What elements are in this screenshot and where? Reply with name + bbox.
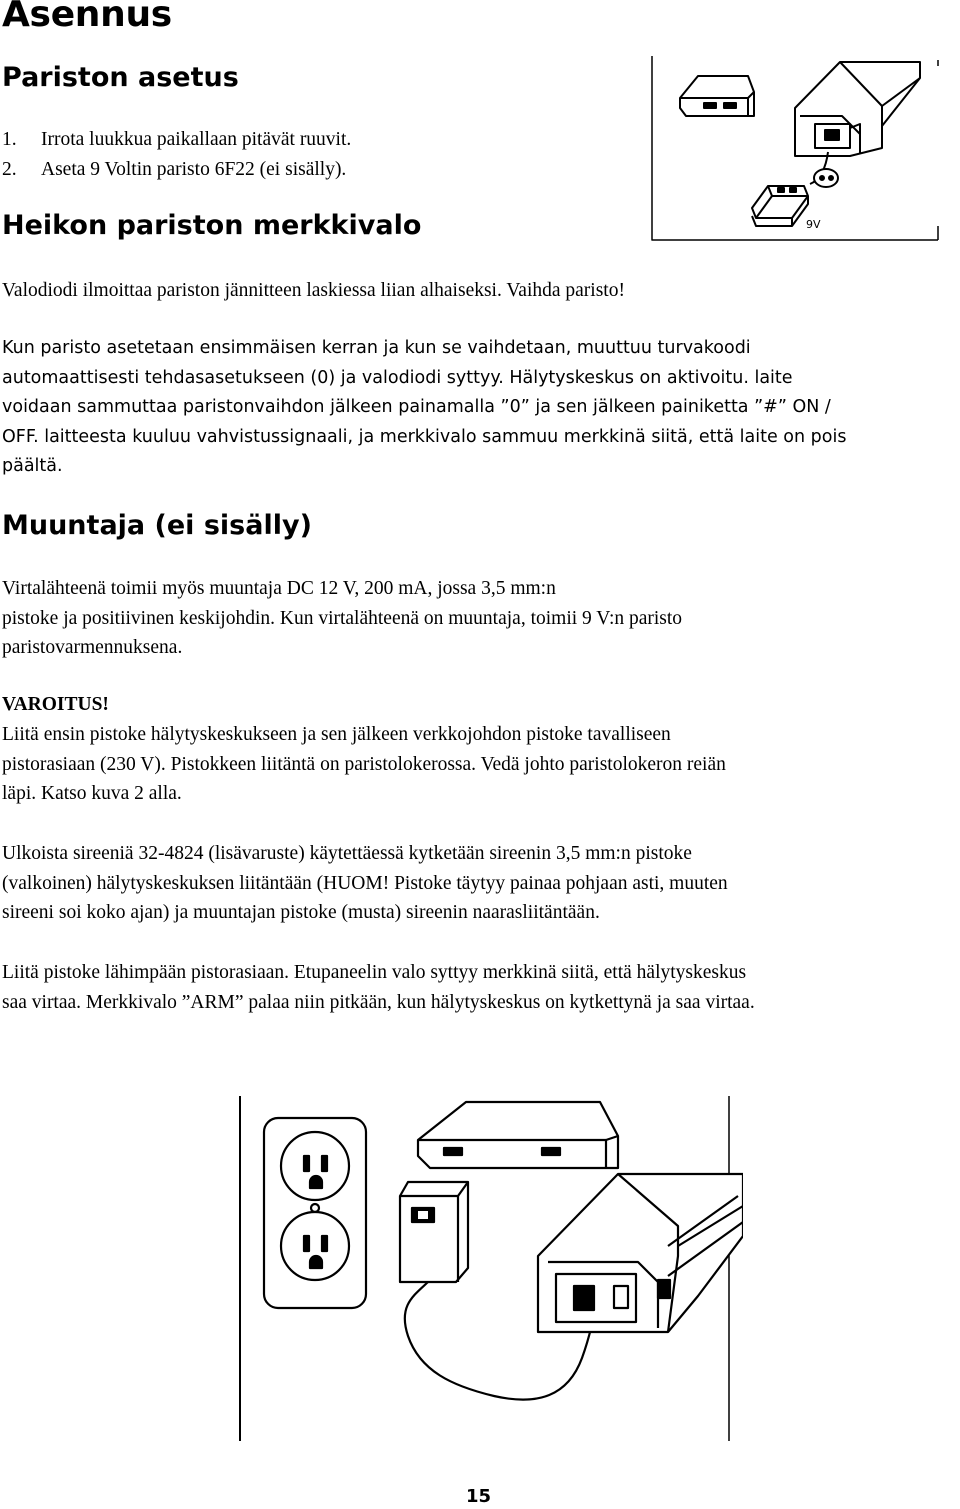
text-line: Kun paristo asetetaan ensimmäisen kerran ja kun se vaihdetaan, muuttuu turvakoodi [2, 338, 751, 358]
battery-illustration [650, 56, 940, 242]
text-line: läpi. Katso kuva 2 alla. [2, 783, 182, 804]
page-title: Asennus [2, 0, 172, 35]
text-line: automaattisesti tehdasasetukseen (0) ja valodiodi syttyy. Hälytyskeskus on aktivoitu. laite [2, 367, 793, 388]
text-line: OFF. laitteesta kuuluu vahvistussignaali, ja merkkivalo sammuu merkkinä siitä, että laite on pois [2, 426, 847, 447]
step-text: Irrota luukkua paikallaan pitävät ruuvit. [41, 129, 352, 150]
text-line: Liitä pistoke lähimpään pistorasiaan. Etupaneelin valo syttyy merkkinä siitä, että hälytyskeskus [2, 962, 747, 983]
heading-adapter: Muuntaja (ei sisälly) [2, 510, 312, 541]
low-battery-paragraph: Valodiodi ilmoittaa pariston jännitteen laskiessa liian alhaiseksi. Vaihda paristo! [2, 280, 625, 301]
text-line: (valkoinen) hälytyskeskuksen liitäntään (HUOM! Pistoke täytyy painaa pohjaan asti, muuten [2, 872, 728, 894]
warning-paragraph [2, 720, 726, 809]
text-line: Liitä ensin pistoke hälytyskeskukseen ja sen jälkeen verkkojohdon pistoke tavalliseen [2, 724, 671, 745]
battery-9v-icon [752, 186, 808, 226]
text-line: pistoke ja positiivinen keskijohdin. Kun virtalähteenä on muuntaja, toimii 9 V:n paristo [2, 607, 683, 629]
reset-paragraph [2, 334, 846, 482]
wall-outlet-icon [264, 1118, 366, 1308]
page-number: 15 [466, 1486, 492, 1507]
list-item [2, 155, 351, 185]
step-number: 2. [2, 158, 17, 180]
list-item [2, 125, 351, 155]
text-line: Virtalähteenä toimii myös muuntaja DC 12 V, 200 mA, jossa 3,5 mm:n [2, 578, 556, 599]
adapter-paragraph [2, 574, 682, 663]
final-paragraph [2, 958, 755, 1017]
siren-paragraph [2, 839, 728, 928]
step-text: Aseta 9 Voltin paristo 6F22 (ei sisälly). [41, 158, 347, 180]
text-line: sireeni soi koko ajan) ja muuntajan pistoke (musta) sireenin naarasliitäntään. [2, 902, 600, 923]
adapter-connection-illustration [238, 1096, 743, 1443]
text-line: saa virtaa. Merkkivalo ”ARM” palaa niin pitkään, kun hälytyskeskus on kytkettynä ja saa virtaa. [2, 991, 755, 1013]
text-line: voidaan sammuttaa paristonvaihdon jälkeen painamalla ”0” ja sen jälkeen painiketta ”#” ON / [2, 397, 831, 417]
lid-icon [418, 1102, 618, 1168]
text-line: päältä. [2, 456, 63, 476]
lid-icon [680, 76, 754, 116]
steps-list [2, 125, 351, 184]
battery-snap-icon [814, 169, 838, 187]
alarm-unit-icon [795, 62, 920, 156]
step-number: 1. [2, 129, 17, 150]
text-line: Ulkoista sireeniä 32-4824 (lisävaruste) käytettäessä kytketään sireenin 3,5 mm:n pistoke [2, 843, 692, 864]
heading-low-battery: Heikon pariston merkkivalo [2, 210, 422, 241]
power-adapter-icon [400, 1182, 468, 1282]
text-line: pistorasiaan (230 V). Pistokkeen liitäntä on paristolokerossa. Vedä johto paristolokeron reiän [2, 753, 726, 775]
warning-label: VAROITUS! [2, 694, 109, 715]
battery-label: 9V [806, 218, 821, 231]
alarm-unit-icon [538, 1174, 743, 1332]
text-line: paristovarmennuksena. [2, 637, 183, 658]
heading-battery-install: Pariston asetus [2, 62, 239, 93]
